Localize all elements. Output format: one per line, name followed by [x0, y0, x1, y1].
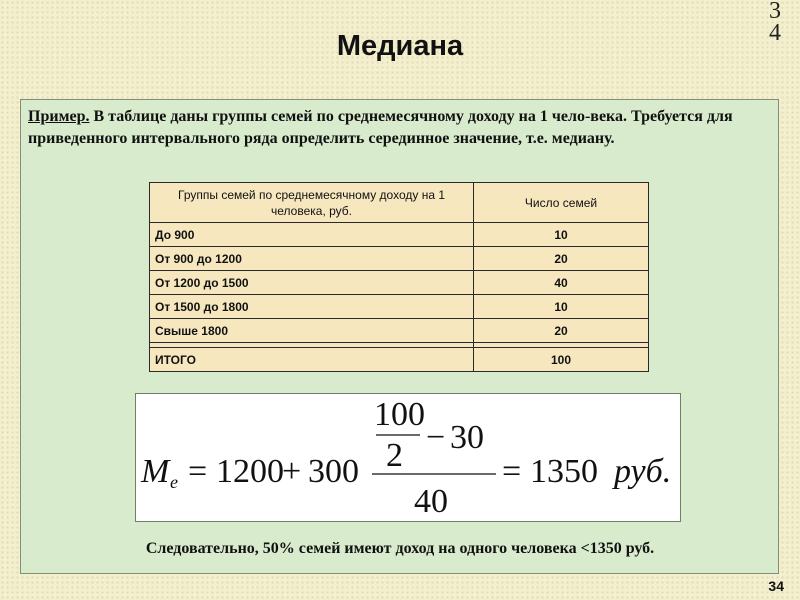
formula-term-1200: 1200: [216, 453, 284, 490]
intro-lead: Пример.: [28, 108, 90, 125]
income-range-cell: От 1500 до 1800: [150, 295, 474, 319]
intro-text: В таблице даны группы семей по среднемесячному доходу на 1 чело-века. Требуется для приведенного интервального ряда определить серединное значение, т.е. медиану.: [28, 108, 733, 147]
formula-equals-1: =: [188, 453, 208, 490]
formula-minus: −: [426, 419, 446, 456]
formula-numerator-bottom: 2: [386, 437, 403, 474]
median-formula: [136, 394, 680, 521]
formula-term-300: 300: [308, 453, 359, 490]
formula-numerator-top: 100: [374, 396, 425, 433]
header-income-group: Группы семей по среднемесячному доходу на 1 человека, руб.: [150, 183, 474, 223]
header-family-count: Число семей: [474, 183, 649, 223]
table-row: [150, 247, 649, 271]
page-number: 34: [768, 578, 784, 594]
formula-equals-2: =: [502, 453, 522, 490]
formula-subtract-30: 30: [450, 419, 484, 456]
formula-denominator: 40: [414, 483, 448, 520]
table-row: [150, 223, 649, 247]
conclusion-text: Следовательно, 50% семей имеют доход на одного человека <1350 руб.: [145, 540, 655, 557]
family-count-cell: 10: [474, 223, 649, 247]
table-header-row: [150, 183, 649, 223]
formula-median-subscript: e: [170, 472, 178, 492]
table-row: [150, 295, 649, 319]
median-formula-box: [135, 393, 681, 522]
income-groups-table: [149, 182, 649, 372]
income-range-cell: От 900 до 1200: [150, 247, 474, 271]
formula-unit: руб.: [614, 453, 672, 490]
slide-title: Медиана: [336, 30, 464, 62]
formula-plus: +: [282, 453, 302, 490]
total-value-cell: 100: [474, 348, 649, 372]
family-count-cell: 20: [474, 319, 649, 343]
income-range-cell: Свыше 1800: [150, 319, 474, 343]
income-range-cell: От 1200 до 1500: [150, 271, 474, 295]
table-total-row: [150, 348, 649, 372]
table-row: [150, 319, 649, 343]
formula-result: 1350: [530, 453, 598, 490]
table-row: [150, 271, 649, 295]
family-count-cell: 20: [474, 247, 649, 271]
formula-median-symbol: M: [141, 453, 170, 490]
family-count-cell: 10: [474, 295, 649, 319]
income-range-cell: До 900: [150, 223, 474, 247]
total-label-cell: ИТОГО: [150, 348, 474, 372]
intro-paragraph: [28, 106, 758, 150]
corner-slide-number: 34: [769, 0, 781, 46]
family-count-cell: 40: [474, 271, 649, 295]
